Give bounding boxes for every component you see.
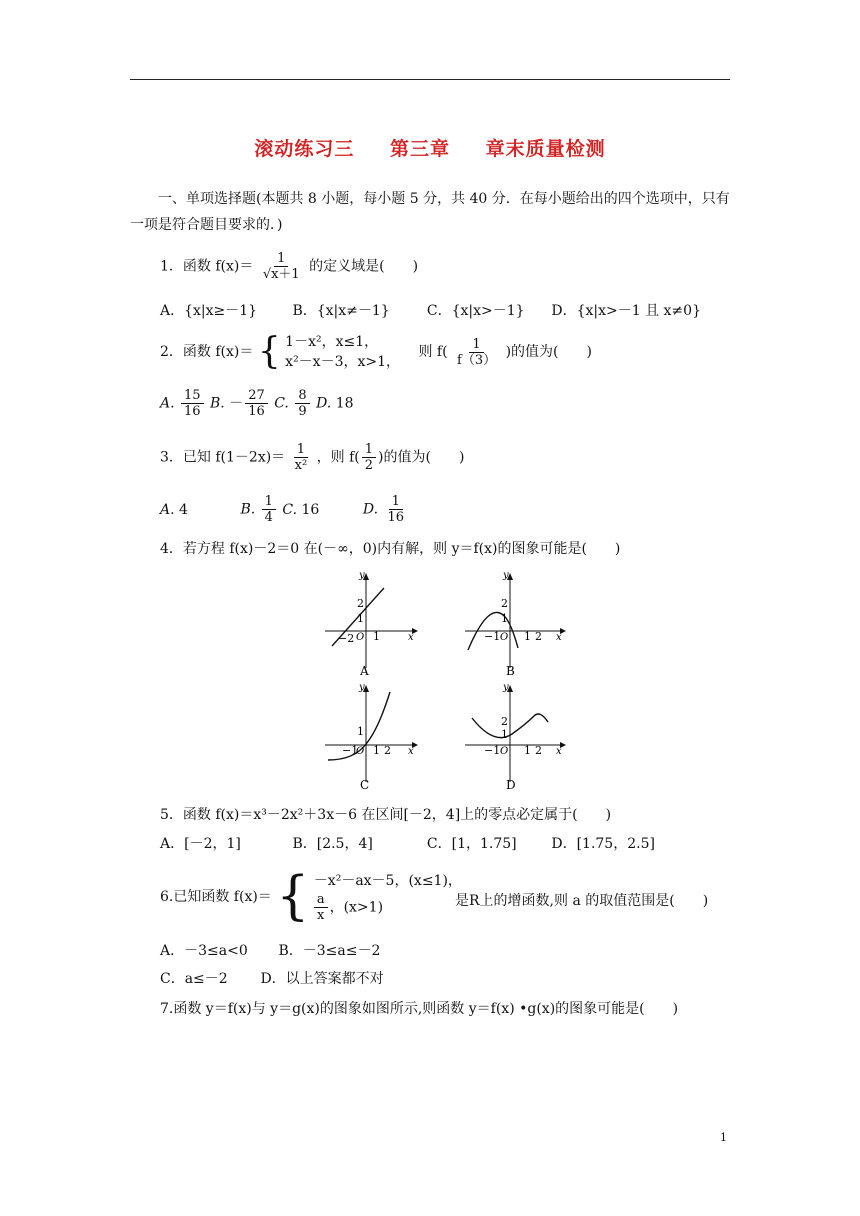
svg-text:2: 2 xyxy=(384,744,391,757)
svg-text:x: x xyxy=(556,746,562,757)
header-rule xyxy=(130,79,730,80)
q3-options: A. 4 B. $\frac{1}{4}$ C. 16 D. $\frac{1}{16}$ xyxy=(160,494,409,525)
svg-text:O: O xyxy=(500,632,509,643)
title-part-2: 第三章 xyxy=(389,138,450,160)
q6-options-row1 xyxy=(160,942,380,960)
question-5: 5．函数 f(x)＝x³－2x²＋3x－6 在区间[－2，4]上的零点必定属于( ) xyxy=(160,807,612,823)
svg-text:x: x xyxy=(408,632,414,643)
question-2 xyxy=(160,332,592,372)
q3-opt-b-num: 1 xyxy=(262,494,276,510)
q3-frac2-den: 2 xyxy=(364,458,374,473)
q2-opt-c-den: 9 xyxy=(298,404,307,419)
question-4: 4．若方程 f(x)－2＝0 在(－∞，0)内有解，则 y＝f(x)的图象可能是( ) xyxy=(160,541,621,557)
q3-stem-c: )的值为( ) xyxy=(378,449,465,466)
q3-frac-num: 1 xyxy=(294,442,308,458)
svg-text:1: 1 xyxy=(524,744,531,757)
q6-option-d: D．以上答案都不对 xyxy=(260,971,384,987)
q6-pieces xyxy=(314,870,462,923)
q2-piece-2: x²－x－3，x>1， xyxy=(285,354,401,370)
svg-text:x: x xyxy=(408,746,414,757)
q4-graph-b xyxy=(460,568,570,678)
q2-option-c xyxy=(295,388,309,419)
q3-opt-b-den: 4 xyxy=(264,510,273,525)
q5-option-b: B．[2.5，4] xyxy=(292,836,373,852)
q2-stem-a: 2．函数 f(x)＝ xyxy=(160,344,254,360)
q6-piece2-num: a xyxy=(314,892,328,908)
q2-pieces xyxy=(285,332,400,372)
q4-graph-d xyxy=(460,680,570,792)
q3-option-d xyxy=(384,494,407,525)
svg-text:1: 1 xyxy=(357,612,364,625)
svg-text:1: 1 xyxy=(373,630,380,643)
q4-label-a: A xyxy=(360,664,369,678)
q3-option-c: 16 xyxy=(301,501,320,518)
svg-text:2: 2 xyxy=(501,597,508,610)
svg-text:y: y xyxy=(503,570,509,581)
section-intro: 一、单项选择题(本题共 8 小题，每小题 5 分，共 40 分．在每小题给出的四个选项中，只有一项是符合题目要求的．) xyxy=(130,191,730,233)
q3-fraction xyxy=(292,442,311,473)
q5-option-c: C．[1，1.75] xyxy=(426,836,517,852)
q6-brace: { xyxy=(276,866,310,927)
svg-text:O: O xyxy=(356,632,365,643)
q2-opt-c-num: 8 xyxy=(295,388,309,404)
svg-text:y: y xyxy=(359,570,365,581)
q4-label-b: B xyxy=(506,664,515,678)
svg-text:−1: −1 xyxy=(484,744,501,757)
svg-text:1: 1 xyxy=(524,630,531,643)
q5-option-d: D．[1.75，2.5] xyxy=(551,836,655,852)
q3-stem-a: 3．已知 f(1－2x)＝ xyxy=(160,449,286,466)
q1-option-c: C．{x|x>－1} xyxy=(426,303,525,319)
q2-opt-b-den: 16 xyxy=(248,404,265,419)
q3-stem-b: ，则 f( xyxy=(316,449,360,466)
q1-option-a: A．{x|x≥－1} xyxy=(160,303,258,319)
q2-stem-c: )的值为( ) xyxy=(505,344,592,360)
q2-stem-b: 则 f( xyxy=(418,344,448,360)
svg-text:−1: −1 xyxy=(342,744,359,757)
q2-piece-1: 1－x²，x≤1， xyxy=(285,334,379,350)
q3-option-b xyxy=(262,494,276,525)
svg-text:1: 1 xyxy=(501,728,508,741)
svg-text:y: y xyxy=(503,682,509,693)
q2-option-b xyxy=(245,388,268,419)
q4-graph-a xyxy=(320,568,420,678)
question-3 xyxy=(160,442,464,473)
q6-options-row2 xyxy=(160,970,384,988)
q6-stem-b: 是R上的增函数,则 a 的取值范围是( ) xyxy=(455,893,709,909)
title-part-1: 滚动练习三 xyxy=(254,138,355,160)
q4-graph-c xyxy=(320,680,420,792)
svg-text:x: x xyxy=(556,632,562,643)
page-title xyxy=(0,134,860,161)
q3-opt-d-den: 16 xyxy=(387,510,405,525)
svg-text:2: 2 xyxy=(535,744,542,757)
q2-frac-den: f（3） xyxy=(457,352,497,368)
q2-brace: { xyxy=(257,331,281,372)
q2-option-a xyxy=(181,388,204,419)
q6-option-a: A．－3≤a<0 xyxy=(160,943,248,959)
q4-label-c: C xyxy=(360,778,370,792)
q2-fraction xyxy=(454,337,499,368)
q2-option-d: 18 xyxy=(335,395,354,412)
q3-option-a: 4 xyxy=(179,501,188,518)
q6-stem-a: 6.已知函数 f(x)＝ xyxy=(160,888,272,905)
svg-text:1: 1 xyxy=(373,744,380,757)
q2-opt-a-den: 16 xyxy=(184,404,201,419)
svg-text:2: 2 xyxy=(501,715,508,728)
q6-piece-2 xyxy=(314,892,462,923)
q3-fraction-2 xyxy=(362,442,376,473)
q5-options xyxy=(160,835,655,853)
svg-text:y: y xyxy=(359,682,365,693)
question-1 xyxy=(160,251,418,282)
svg-text:2: 2 xyxy=(357,597,364,610)
q4-label-d: D xyxy=(506,778,516,792)
q3-opt-d-num: 1 xyxy=(389,494,403,510)
q1-frac-num: 1 xyxy=(274,251,288,267)
svg-text:O: O xyxy=(356,746,365,757)
q2-options: A. $\frac{15}{16}$ B. － $\frac{27}{16}$ C. $\frac{8}{9}$ D. 18 xyxy=(160,388,354,419)
q1-fraction xyxy=(260,251,303,282)
q6-option-c: C．a≤－2 xyxy=(160,971,228,987)
q1-options xyxy=(160,302,701,320)
q6-piece2-den: x xyxy=(317,908,325,923)
q1-stem-a: 1．函数 f(x)＝ xyxy=(160,258,254,275)
q3-frac-den: x² xyxy=(294,458,308,473)
q2-frac-num: 1 xyxy=(469,337,483,353)
svg-text:−2: −2 xyxy=(338,632,355,645)
svg-text:−1: −1 xyxy=(484,630,501,643)
q6-option-b: B．－3≤a≤－2 xyxy=(278,943,381,959)
svg-text:1: 1 xyxy=(501,612,508,625)
q6-piece-1: －x²－ax－5，(x≤1)， xyxy=(313,873,462,889)
q1-stem-b: 的定义域是( ) xyxy=(309,258,419,275)
q5-option-a: A．[－2，1] xyxy=(160,836,241,852)
q1-option-d: D．{x|x>－1 且 x≠0} xyxy=(551,303,701,319)
q3-frac2-num: 1 xyxy=(362,442,376,458)
question-6 xyxy=(160,866,462,927)
question-7: 7.函数 y＝f(x)与 y＝g(x)的图象如图所示,则函数 y＝f(x) •g(x)的图象可能是( ) xyxy=(160,1001,679,1017)
q1-option-b: B．{x|x≠－1} xyxy=(292,303,390,319)
title-part-3: 章末质量检测 xyxy=(485,138,606,160)
svg-text:1: 1 xyxy=(357,725,364,738)
svg-text:2: 2 xyxy=(535,630,542,643)
page-number: 1 xyxy=(720,1131,727,1144)
svg-text:O: O xyxy=(500,746,509,757)
q2-opt-b-num: 27 xyxy=(245,388,268,404)
q2-opt-a-num: 15 xyxy=(181,388,204,404)
q6-piece2-cond: ，(x>1) xyxy=(329,899,384,916)
q1-frac-den: √x＋1 xyxy=(262,267,300,282)
